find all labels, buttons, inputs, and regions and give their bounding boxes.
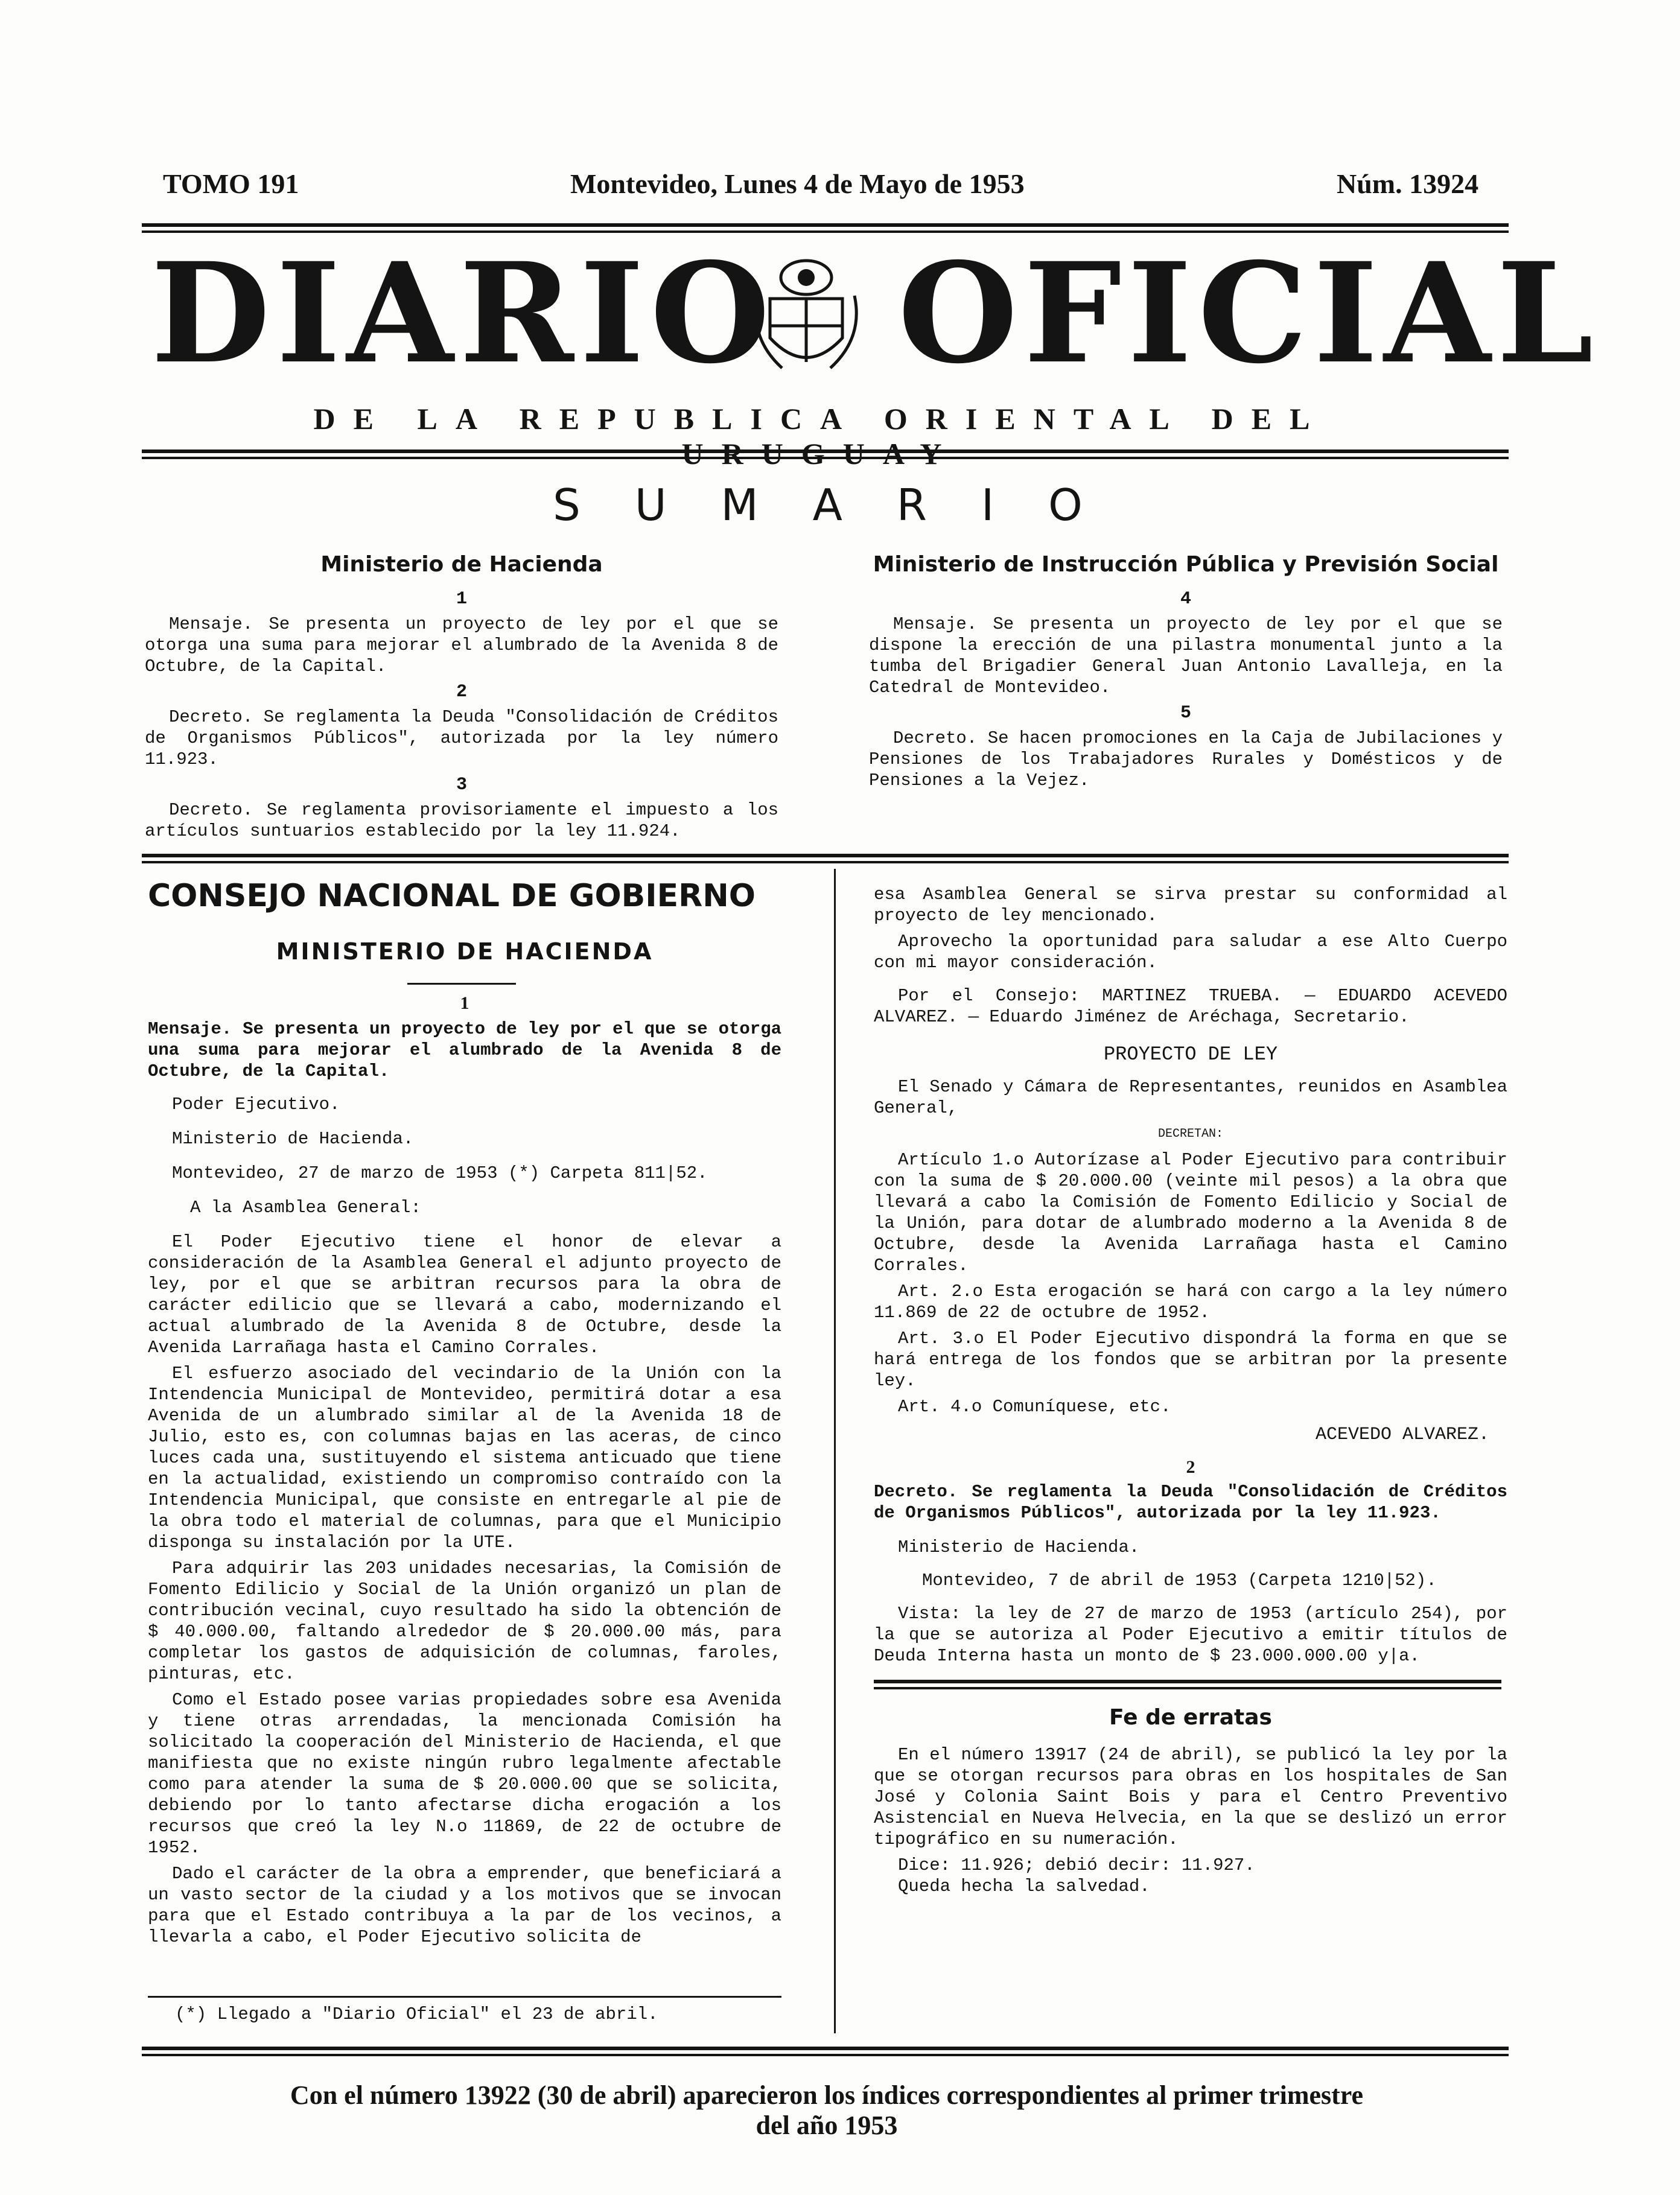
- ministry-line: Ministerio de Hacienda.: [172, 1129, 414, 1149]
- summary-item-number: 1: [456, 589, 467, 609]
- summary-right-heading: Ministerio de Instrucción Pública y Previsión Social: [873, 552, 1499, 577]
- council-heading: CONSEJO NACIONAL DE GOBIERNO: [148, 878, 756, 914]
- body-paragraph: El Senado y Cámara de Representantes, reunidos en Asamblea General,: [874, 1077, 1507, 1118]
- section-number: 1: [460, 993, 469, 1013]
- summary-item-text: Decreto. Se reglamenta la Deuda "Consolidación de Créditos de Organismos Públicos", autorizada por la ley número 11.923.: [145, 707, 778, 769]
- decree-lead: Decreto. Se reglamenta la Deuda "Consolidación de Créditos de Organismos Públicos", autorizada por la ley 11.923.: [874, 1482, 1507, 1523]
- sender-line: Poder Ejecutivo.: [172, 1094, 340, 1114]
- summary-item-text: Mensaje. Se presenta un proyecto de ley por el que se otorga una suma para mejorar el alumbrado de la Avenida 8 de Octubre, de la Capital.: [145, 614, 778, 676]
- footer-note: [181, 2080, 1472, 2141]
- summary-left-heading: Ministerio de Hacienda: [320, 552, 603, 577]
- column-divider: [834, 869, 836, 2033]
- article: Art. 2.o Esta erogación se hará con cargo a la ley número 11.869 de 22 de octubre de 1952.: [874, 1282, 1507, 1323]
- body-paragraph: Para adquirir las 203 unidades necesarias, la Comisión de Fomento Edilicio y Social de la Unión organizó un plan de contribución vecinal, cuyo resultado ha sido la obtención de $ 40.000.00, faltando alrededor de $ 20.000.00 más, para completar los gastos de adquisición de columnas, faroles, pinturas, etc.: [148, 1558, 781, 1684]
- section-rule: [407, 983, 516, 985]
- body-paragraph: Dado el carácter de la obra a emprender, que beneficiará a un vasto sector de la ciudad y a los motivos que se invocan para que el Estado contribuya a la par de los vecinos, a llevarla a cabo, el Poder Ejecutivo solicita de: [148, 1864, 781, 1947]
- summary-item-number: 4: [1180, 589, 1191, 609]
- issue-number: Núm. 13924: [1337, 168, 1479, 199]
- bill-heading: PROYECTO DE LEY: [1103, 1043, 1278, 1066]
- signature: ACEVEDO ALVAREZ.: [1315, 1425, 1489, 1445]
- decree-label: DECRETAN:: [1157, 1127, 1224, 1141]
- correction-line: Dice: 11.926; debió decir: 11.927.: [898, 1855, 1255, 1875]
- summary-bottom-rule: [142, 854, 1509, 863]
- article: Art. 4.o Comuníquese, etc.: [898, 1397, 1171, 1417]
- header-rule: [142, 223, 1509, 233]
- body-paragraph: Vista: la ley de 27 de marzo de 1953 (artículo 254), por la que se autoriza al Poder Ejecutivo a emitir títulos de Deuda Interna hasta un monto de $ 23.000.000.00 y|a.: [874, 1604, 1507, 1666]
- footnote: (*) Llegado a "Diario Oficial" el 23 de abril.: [175, 2004, 658, 2024]
- footnote-rule: [148, 1996, 781, 1998]
- footer-line: del año 1953: [756, 2111, 898, 2140]
- date-line: Montevideo, 27 de marzo de 1953 (*) Carpeta 811|52.: [172, 1163, 708, 1183]
- body-paragraph: esa Asamblea General se sirva prestar su conformidad al proyecto de ley mencionado.: [874, 885, 1507, 926]
- left-column: [148, 878, 781, 1952]
- issue-date: Montevideo, Lunes 4 de Mayo de 1953: [570, 168, 1025, 199]
- body-paragraph: Como el Estado posee varias propiedades sobre esa Avenida y tiene otras arrendadas, la mencionada Comisión ha solicitado la cooperación del Ministerio de Hacienda, el que manifiesta que no existe ningún rubro legalmente afectable como para atender la suma de $ 20.000.00 que se solicita, debiendo por lo tanto afectarse dicha erogación a los recursos que creó la ley N.o 11869, de 22 de octubre de 1952.: [148, 1690, 781, 1858]
- addressee-line: A la Asamblea General:: [190, 1198, 421, 1218]
- body-paragraph: En el número 13917 (24 de abril), se publicó la ley por la que se otorgan recursos para obras en los hospitales de San José y Colonia Saint Bois y para el Centro Preventivo Asistencial en Nueva Helvecia, en la que se deslizó un error tipográfico en su numeración.: [874, 1745, 1507, 1849]
- body-paragraph: El esfuerzo asociado del vecindario de la Unión con la Intendencia Municipal de Montevideo, permitirá dotar a esa Avenida de un alumbrado similar al de la Avenida 18 de Julio, esto es, con columnas bajas en las aceras, de cinco luces cada una, sustituyendo el sistema anticuado que tiene en la actualidad, existiendo un compromiso contraído con la Intendencia Municipal, que consiste en entregarle al pie de la obra todo el material de columnas, para que el Municipio disponga su instalación por la UTE.: [148, 1364, 781, 1552]
- errata-rule: [874, 1680, 1501, 1689]
- right-column: [874, 884, 1507, 1902]
- closing-line: Queda hecha la salvedad.: [898, 1876, 1150, 1896]
- summary-item-text: Decreto. Se reglamenta provisoriamente el impuesto a los artículos suntuarios establecido por la ley 11.924.: [145, 800, 778, 841]
- body-paragraph: Aprovecho la oportunidad para saludar a ese Alto Cuerpo con mi mayor consideración.: [874, 932, 1507, 973]
- ministry-heading: MINISTERIO DE HACIENDA: [276, 938, 654, 965]
- errata-heading: Fe de erratas: [1109, 1705, 1272, 1730]
- summary-right-column: [869, 552, 1503, 796]
- footer-rule: [142, 2047, 1509, 2056]
- subtitle-rule: [142, 449, 1509, 459]
- date-line: Montevideo, 7 de abril de 1953 (Carpeta 1210|52).: [922, 1571, 1437, 1590]
- masthead-title-left: DIARIO: [151, 232, 777, 394]
- section-number: 2: [1186, 1457, 1195, 1477]
- article: Art. 3.o El Poder Ejecutivo dispondrá la forma en que se hará entrega de los fondos que se arbitran por la presente ley.: [874, 1329, 1507, 1391]
- body-paragraph: El Poder Ejecutivo tiene el honor de elevar a consideración de la Asamblea General el adjunto proyecto de ley, por el que se arbitran recursos para la obra de carácter edilicio que se llevará a cabo, modernizando el actual alumbrado de la Avenida 8 de Octubre, desde la Avenida Larrañaga hasta el Camino Corrales.: [148, 1232, 781, 1358]
- volume-label: TOMO 191: [163, 168, 299, 199]
- coat-of-arms-icon: [746, 241, 867, 380]
- summary-left-column: [145, 552, 778, 847]
- summary-item-text: Mensaje. Se presenta un proyecto de ley por el que se dispone la erección de una pilastra monumental junto a la tumba del Brigadier General Juan Antonio Lavalleja, en la Catedral de Montevideo.: [869, 614, 1503, 697]
- summary-item-number: 2: [456, 682, 467, 702]
- masthead-title-right: OFICIAL: [898, 232, 1600, 394]
- masthead-subtitle: DE LA REPUBLICA ORIENTAL DEL URUGUAY: [313, 402, 1328, 471]
- signature-block: Por el Consejo: MARTINEZ TRUEBA. — EDUARDO ACEVEDO ALVAREZ. — Eduardo Jiménez de Aréchaga, Secretario.: [874, 986, 1507, 1027]
- summary-item-number: 5: [1180, 703, 1191, 723]
- message-lead: Mensaje. Se presenta un proyecto de ley por el que se otorga una suma para mejorar el alumbrado de la Avenida 8 de Octubre, de la Capital.: [148, 1019, 781, 1081]
- article: Artículo 1.o Autorízase al Poder Ejecutivo para contribuir con la suma de $ 20.000.00 (veinte mil pesos) a la obra que llevará a cabo la Comisión de Fomento Edilicio y Social de la Unión, para dotar de alumbrado moderno a la Avenida 8 de Octubre, desde la Avenida Larrañaga hasta el Camino Corrales.: [874, 1150, 1507, 1275]
- summary-item-text: Decreto. Se hacen promociones en la Caja de Jubilaciones y Pensiones de los Trabajadores Rurales y Domésticos y de Pensiones a la Vejez.: [869, 728, 1503, 790]
- ministry-line: Ministerio de Hacienda.: [898, 1537, 1140, 1557]
- summary-heading: SUMARIO: [553, 480, 1137, 530]
- footer-line: Con el número 13922 (30 de abril) aparecieron los índices correspondientes al primer trimestre: [290, 2080, 1364, 2110]
- summary-item-number: 3: [456, 775, 467, 795]
